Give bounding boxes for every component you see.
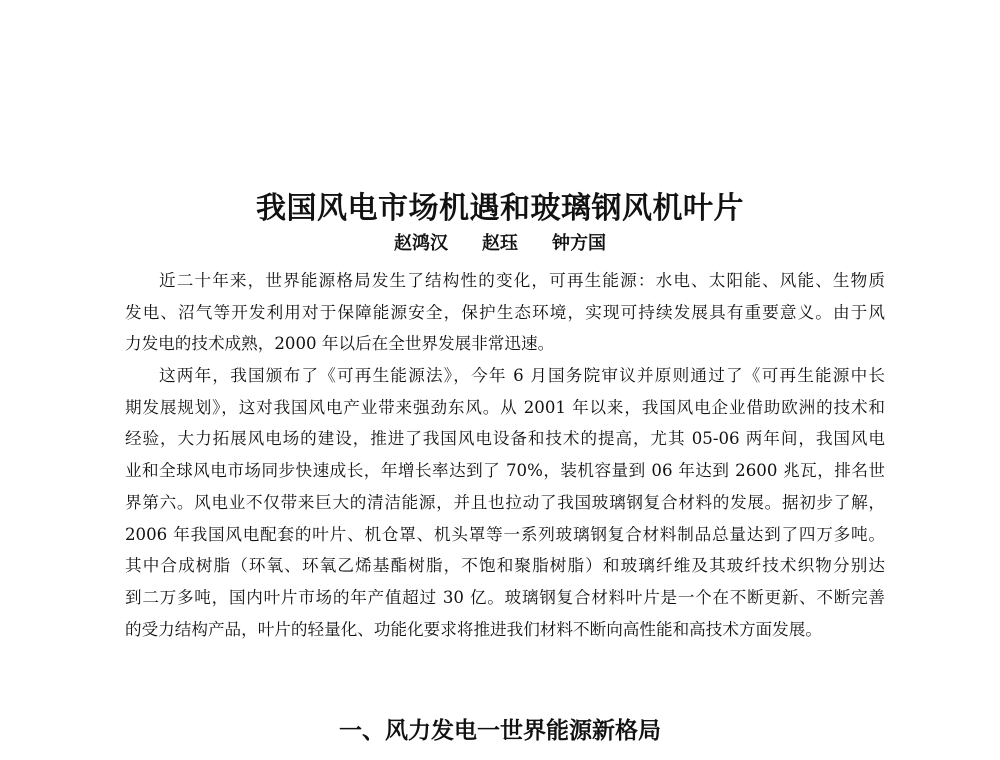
author-name: 赵鸿汉 <box>394 233 448 254</box>
author-name: 钟方国 <box>552 233 606 254</box>
section-heading: 一、风力发电一世界能源新格局 <box>339 718 661 744</box>
paragraph-line: 的受力结构产品，叶片的轻量化、功能化要求将推进我们材料不断向高性能和高技术方面发展。 <box>125 619 822 639</box>
paragraph-line: 到二万多吨，国内叶片市场的年产值超过 30 亿。玻璃钢复合材料叶片是一个在不断更新、不断完善 <box>125 587 885 607</box>
paragraph-line: 其中合成树脂（环氧、环氧乙烯基酯树脂，不饱和聚脂树脂）和玻璃纤维及其玻纤技术织物分别达 <box>125 556 885 576</box>
author-list <box>0 229 1000 255</box>
paragraph-line: 业和全球风电市场同步快速成长，年增长率达到了 70%，装机容量到 06 年达到 2600 兆瓦，排名世 <box>125 461 885 481</box>
article-body <box>125 265 885 645</box>
paragraph-line: 这两年，我国颁布了《可再生能源法》，今年 6 月国务院审议并原则通过了《可再生能源中长 <box>159 366 885 386</box>
paragraph-line: 界第六。风电业不仅带来巨大的清洁能源，并且也拉动了我国玻璃钢复合材料的发展。据初步了解， <box>125 492 885 512</box>
author-name: 赵珏 <box>482 233 518 254</box>
paragraph <box>125 265 885 360</box>
paragraph-line: 近二十年来，世界能源格局发生了结构性的变化，可再生能源：水电、太阳能、风能、生物质 <box>159 271 885 290</box>
paragraph <box>125 360 885 645</box>
paragraph-line: 期发展规划》，这对我国风电产业带来强劲东风。从 2001 年以来，我国风电企业借助欧洲的技术和 <box>125 397 885 417</box>
paragraph-line: 经验，大力拓展风电场的建设，推进了我国风电设备和技术的提高，尤其 05-06 两年间，我国风电 <box>125 429 885 449</box>
paragraph-line: 力发电的技术成熟，2000 年以后在全世界发展非常迅速。 <box>125 334 555 354</box>
paragraph-line: 2006 年我国风电配套的叶片、机仓罩、机头罩等一系列玻璃钢复合材料制品总量达到了四万多吨。 <box>125 524 885 544</box>
paragraph-line: 发电、沼气等开发利用对于保障能源安全，保护生态环境，实现可持续发展具有重要意义。由于风 <box>125 302 885 322</box>
document-title: 我国风电市场机遇和玻璃钢风机叶片 <box>256 191 744 226</box>
